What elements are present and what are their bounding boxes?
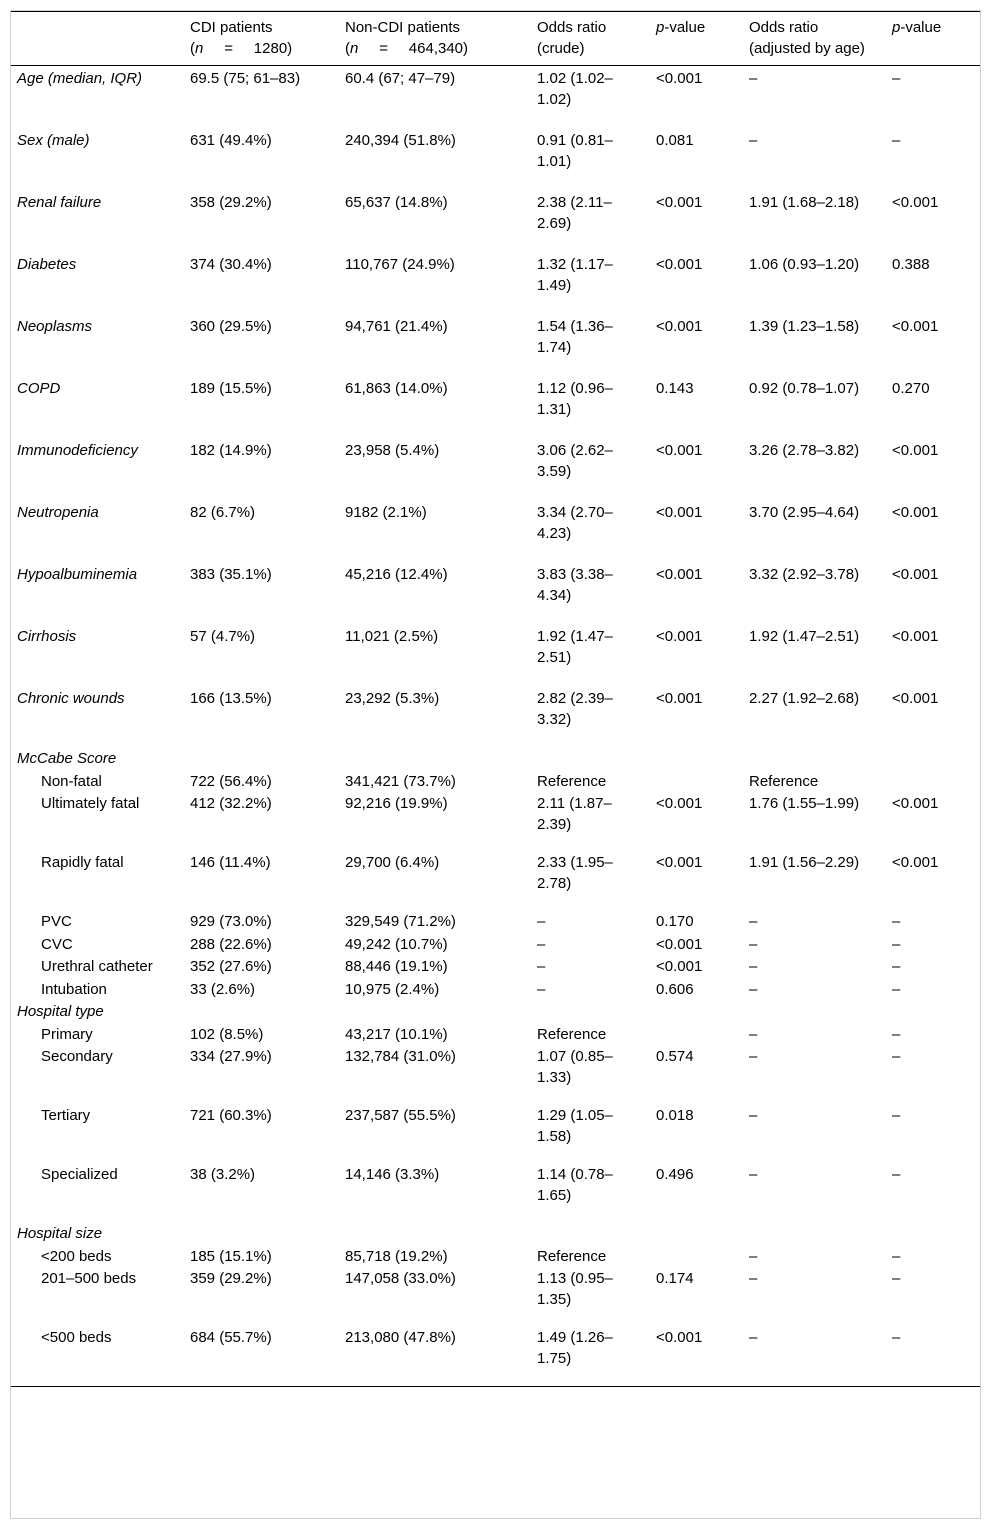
row-label: Intubation — [41, 980, 107, 998]
cdi-value: 721 (60.3%) — [190, 1107, 272, 1124]
row-label: Age (median, IQR) — [17, 70, 143, 87]
odds-ratio-adjusted: 1.91 (1.56–2.29) — [749, 854, 860, 871]
odds-ratio-crude: 1.29 (1.05–1.58) — [537, 1107, 613, 1145]
p-value: <0.001 — [656, 256, 703, 273]
row-label: <200 beds — [41, 1247, 112, 1265]
table-row — [11, 190, 980, 252]
p-value: 0.018 — [656, 1107, 694, 1124]
row-label: Renal failure — [17, 194, 102, 211]
odds-ratio-crude: 3.34 (2.70–4.23) — [537, 504, 613, 542]
table-row — [11, 1268, 980, 1327]
p-value-adjusted: <0.001 — [892, 194, 939, 211]
noncdi-value: 92,216 (19.9%) — [345, 795, 448, 812]
header-p-value-adjusted — [886, 12, 980, 66]
cdi-value: 82 (6.7%) — [190, 504, 256, 521]
header-cdi-patients: CDI patients (n = 1280) — [190, 19, 293, 57]
cdi-value: 631 (49.4%) — [190, 132, 272, 149]
row-label: Primary — [41, 1025, 93, 1043]
section-hospital-type — [11, 1001, 980, 1024]
table-row — [11, 252, 980, 314]
odds-ratio-crude: 1.14 (0.78–1.65) — [537, 1166, 613, 1204]
section-mccabe — [11, 748, 980, 771]
p-value-adjusted: – — [892, 935, 901, 953]
cdi-value: 374 (30.4%) — [190, 256, 272, 273]
table-row — [11, 771, 980, 794]
row-label: Diabetes — [17, 256, 77, 273]
section-title: McCabe Score — [17, 750, 117, 767]
row-label: 201–500 beds — [41, 1270, 137, 1287]
row-label: Hypoalbuminemia — [17, 566, 138, 583]
cdi-value: 352 (27.6%) — [190, 958, 272, 975]
noncdi-value: 240,394 (51.8%) — [345, 132, 456, 149]
header-noncdi-label: Non-CDI patients — [345, 19, 461, 36]
row-label: <500 beds — [41, 1329, 112, 1346]
cdi-value: 684 (55.7%) — [190, 1329, 272, 1346]
noncdi-value: 60.4 (67; 47–79) — [345, 70, 456, 87]
odds-ratio-crude: – — [537, 958, 546, 975]
header-p-italic: p — [656, 19, 665, 36]
header-noncdi-n-label: n — [350, 39, 359, 57]
row-label: COPD — [17, 380, 61, 397]
header-p-value — [650, 12, 743, 66]
header-cdi-n-label: n — [195, 39, 204, 57]
odds-ratio-crude: 1.49 (1.26–1.75) — [537, 1329, 613, 1367]
header-noncdi-n: 464,340) — [408, 39, 469, 57]
row-label: Non-fatal — [41, 772, 102, 790]
p-value: 0.496 — [656, 1166, 694, 1183]
odds-ratio-crude: 1.12 (0.96–1.31) — [537, 380, 613, 418]
odds-ratio-crude: 1.07 (0.85–1.33) — [537, 1048, 613, 1086]
cdi-value: 38 (3.2%) — [190, 1166, 256, 1183]
p-value: <0.001 — [656, 504, 703, 521]
p-value-adjusted: <0.001 — [892, 795, 939, 812]
odds-ratio-crude: 1.02 (1.02–1.02) — [537, 70, 613, 108]
odds-ratio-crude: – — [537, 935, 546, 953]
header-row — [11, 12, 980, 66]
odds-ratio-crude: 3.06 (2.62–3.59) — [537, 442, 613, 480]
header-p2-italic: p — [892, 19, 901, 36]
table-row — [11, 624, 980, 686]
row-label: Urethral catheter — [41, 958, 153, 975]
p-value: 0.574 — [656, 1048, 694, 1065]
odds-ratio-adjusted: – — [749, 70, 758, 87]
header-noncdi-n-eq: = — [379, 39, 388, 57]
noncdi-value: 23,958 (5.4%) — [345, 442, 440, 459]
section-title: Hospital type — [17, 1003, 104, 1020]
table-row — [11, 956, 980, 979]
noncdi-value: 65,637 (14.8%) — [345, 194, 448, 211]
noncdi-value: 43,217 (10.1%) — [345, 1025, 448, 1043]
p-value-adjusted: – — [892, 1048, 901, 1065]
section-hospital-size — [11, 1223, 980, 1246]
noncdi-value: 45,216 (12.4%) — [345, 566, 448, 583]
table-row — [11, 911, 980, 934]
cdi-value: 189 (15.5%) — [190, 380, 272, 397]
p-value-adjusted: – — [892, 1025, 901, 1043]
odds-ratio-crude: 2.11 (1.87–2.39) — [537, 795, 612, 833]
odds-ratio-crude: 1.32 (1.17–1.49) — [537, 256, 613, 294]
p-value-adjusted: <0.001 — [892, 628, 939, 645]
odds-ratio-adjusted: – — [749, 935, 758, 953]
p-value: <0.001 — [656, 194, 703, 211]
header-cdi-label: CDI patients — [190, 19, 273, 36]
odds-ratio-crude: Reference — [537, 1025, 607, 1043]
cdi-value: 358 (29.2%) — [190, 194, 272, 211]
odds-ratio-adjusted: 1.39 (1.23–1.58) — [749, 318, 860, 335]
table-row — [11, 1024, 980, 1047]
p-value — [650, 1246, 743, 1269]
odds-ratio-adjusted: 1.76 (1.55–1.99) — [749, 795, 860, 812]
odds-ratio-crude: Reference — [537, 772, 607, 790]
p-value-adjusted: – — [892, 1270, 901, 1287]
p-value-adjusted: – — [892, 1107, 901, 1124]
header-cdi-n-eq: = — [224, 39, 233, 57]
odds-ratio-crude: 2.82 (2.39–3.32) — [537, 690, 613, 728]
p-value: <0.001 — [656, 566, 703, 583]
odds-ratio-crude: – — [537, 980, 546, 998]
cdi-value: 57 (4.7%) — [190, 628, 256, 645]
odds-ratio-adjusted: – — [749, 1025, 758, 1043]
p-value: <0.001 — [656, 70, 703, 87]
noncdi-value: 10,975 (2.4%) — [345, 980, 440, 998]
p-value — [650, 771, 743, 794]
p-value-adjusted: <0.001 — [892, 442, 939, 459]
table-row — [11, 314, 980, 376]
odds-ratio-adjusted: – — [749, 980, 758, 998]
p-value — [650, 1024, 743, 1047]
row-label: Secondary — [41, 1048, 113, 1065]
p-value: <0.001 — [656, 628, 703, 645]
p-value: 0.174 — [656, 1270, 694, 1287]
p-value: 0.081 — [656, 132, 694, 149]
odds-ratio-crude: 1.13 (0.95–1.35) — [537, 1270, 613, 1308]
cdi-value: 288 (22.6%) — [190, 935, 272, 953]
table-row — [11, 500, 980, 562]
odds-ratio-adjusted: 0.92 (0.78–1.07) — [749, 380, 860, 397]
table-row — [11, 66, 980, 129]
row-label: Neoplasms — [17, 318, 93, 335]
cdi-value: 412 (32.2%) — [190, 795, 272, 812]
cdi-value: 69.5 (75; 61–83) — [190, 70, 301, 87]
table-row — [11, 979, 980, 1002]
p-value-adjusted: – — [892, 958, 901, 975]
table-body — [11, 66, 980, 1387]
cdi-value: 102 (8.5%) — [190, 1025, 264, 1043]
p-value: 0.143 — [656, 380, 694, 397]
noncdi-value: 213,080 (47.8%) — [345, 1329, 456, 1346]
table-row — [11, 793, 980, 852]
row-label: Chronic wounds — [17, 690, 125, 707]
p-value-adjusted: – — [892, 70, 901, 87]
odds-ratio-adjusted: – — [749, 1048, 758, 1065]
cdi-value: 146 (11.4%) — [190, 854, 271, 871]
cdi-value: 166 (13.5%) — [190, 690, 272, 707]
p-value: <0.001 — [656, 854, 703, 871]
cdi-value: 929 (73.0%) — [190, 913, 272, 930]
noncdi-value: 85,718 (19.2%) — [345, 1247, 448, 1265]
p-value: <0.001 — [656, 935, 703, 953]
table-row — [11, 1246, 980, 1269]
cdi-value: 383 (35.1%) — [190, 566, 272, 583]
table-row — [11, 1046, 980, 1105]
noncdi-value: 94,761 (21.4%) — [345, 318, 448, 335]
p-value-adjusted: <0.001 — [892, 854, 939, 871]
p-value-adjusted: <0.001 — [892, 690, 939, 707]
table-row — [11, 686, 980, 748]
table-row — [11, 934, 980, 957]
row-label: Neutropenia — [17, 504, 99, 521]
odds-ratio-adjusted: 3.70 (2.95–4.64) — [749, 504, 860, 521]
p-value-adjusted: 0.270 — [892, 380, 930, 397]
cdi-value: 33 (2.6%) — [190, 980, 256, 998]
odds-ratio-crude: 1.92 (1.47–2.51) — [537, 628, 613, 666]
table-header — [11, 12, 980, 66]
p-value-adjusted: <0.001 — [892, 318, 939, 335]
header-noncdi-patients: Non-CDI patients (n = 464,340) — [345, 19, 469, 57]
table-row — [11, 1327, 980, 1387]
row-label: CVC — [41, 935, 73, 953]
p-value-adjusted: – — [892, 980, 901, 998]
p-value: <0.001 — [656, 1329, 703, 1346]
odds-ratio-adjusted: – — [749, 1247, 758, 1265]
cdi-value: 185 (15.1%) — [190, 1247, 272, 1265]
noncdi-value: 110,767 (24.9%) — [345, 256, 455, 273]
odds-ratio-adjusted: – — [749, 1270, 758, 1287]
odds-ratio-adjusted: – — [749, 958, 758, 975]
section-title: Hospital size — [17, 1225, 103, 1242]
table-row — [11, 438, 980, 500]
odds-ratio-adjusted: – — [749, 1107, 758, 1124]
p-value-adjusted: <0.001 — [892, 566, 939, 583]
p-value-adjusted: – — [892, 132, 901, 149]
noncdi-value: 49,242 (10.7%) — [345, 935, 448, 953]
p-value: <0.001 — [656, 318, 703, 335]
row-label: PVC — [41, 913, 72, 930]
noncdi-value: 9182 (2.1%) — [345, 504, 427, 521]
odds-ratio-adjusted: – — [749, 132, 758, 149]
p-value: <0.001 — [656, 795, 703, 812]
p-value-adjusted: – — [892, 1247, 901, 1265]
noncdi-value: 88,446 (19.1%) — [345, 958, 448, 975]
odds-ratio-adjusted: – — [749, 913, 758, 930]
noncdi-value: 132,784 (31.0%) — [345, 1048, 456, 1065]
row-label: Ultimately fatal — [41, 795, 140, 812]
odds-ratio-crude: – — [537, 913, 546, 930]
p-value-adjusted: – — [892, 913, 901, 930]
table-row — [11, 1105, 980, 1164]
row-label: Rapidly fatal — [41, 854, 124, 871]
noncdi-value: 14,146 (3.3%) — [345, 1166, 440, 1183]
odds-ratio-adjusted: – — [749, 1329, 758, 1346]
p-value-adjusted: – — [892, 1329, 901, 1346]
p-value: <0.001 — [656, 958, 703, 975]
row-label: Tertiary — [41, 1107, 91, 1124]
header-or-adjusted: Odds ratio (adjusted by age) — [749, 19, 865, 57]
odds-ratio-adjusted: Reference — [749, 772, 819, 790]
noncdi-value: 11,021 (2.5%) — [345, 628, 439, 645]
odds-ratio-adjusted: 1.91 (1.68–2.18) — [749, 194, 860, 211]
p-value-adjusted: 0.388 — [892, 256, 930, 273]
p-value-adjusted — [886, 771, 980, 794]
row-label: Specialized — [41, 1166, 118, 1183]
header-cdi-n: 1280) — [253, 39, 293, 57]
noncdi-value: 61,863 (14.0%) — [345, 380, 448, 397]
cdi-value: 334 (27.9%) — [190, 1048, 272, 1065]
table-row — [11, 128, 980, 190]
table-row — [11, 852, 980, 911]
p-value: 0.606 — [656, 980, 694, 998]
p-value-adjusted: <0.001 — [892, 504, 939, 521]
noncdi-value: 237,587 (55.5%) — [345, 1107, 456, 1124]
noncdi-value: 29,700 (6.4%) — [345, 854, 440, 871]
odds-ratio-adjusted: 1.92 (1.47–2.51) — [749, 628, 860, 645]
odds-ratio-crude: 0.91 (0.81–1.01) — [537, 132, 613, 170]
odds-ratio-adjusted: 3.32 (2.92–3.78) — [749, 566, 860, 583]
noncdi-value: 329,549 (71.2%) — [345, 913, 456, 930]
odds-ratio-adjusted: 2.27 (1.92–2.68) — [749, 690, 860, 707]
p-value: <0.001 — [656, 442, 703, 459]
cdi-value: 360 (29.5%) — [190, 318, 272, 335]
p-value: <0.001 — [656, 690, 703, 707]
cdi-value: 182 (14.9%) — [190, 442, 272, 459]
noncdi-value: 147,058 (33.0%) — [345, 1270, 456, 1287]
header-or-crude: Odds ratio (crude) — [537, 19, 607, 57]
noncdi-value: 341,421 (73.7%) — [345, 772, 456, 790]
row-label: Sex (male) — [17, 132, 90, 149]
header-p2-rest: -value — [900, 19, 942, 36]
odds-ratio-crude: 2.38 (2.11–2.69) — [537, 194, 612, 232]
p-value: 0.170 — [656, 913, 694, 930]
table-row — [11, 1164, 980, 1223]
odds-ratio-crude: Reference — [537, 1247, 607, 1265]
header-p-rest: -value — [664, 19, 706, 36]
noncdi-value: 23,292 (5.3%) — [345, 690, 440, 707]
row-label: Cirrhosis — [17, 628, 77, 645]
results-table — [11, 11, 980, 1387]
cdi-value: 359 (29.2%) — [190, 1270, 272, 1287]
odds-ratio-adjusted: – — [749, 1166, 758, 1183]
odds-ratio-crude: 3.83 (3.38–4.34) — [537, 566, 613, 604]
row-label: Immunodeficiency — [17, 442, 138, 459]
table-row — [11, 562, 980, 624]
cdi-value: 722 (56.4%) — [190, 772, 272, 790]
odds-ratio-crude: 1.54 (1.36–1.74) — [537, 318, 613, 356]
table-row — [11, 376, 980, 438]
p-value-adjusted: – — [892, 1166, 901, 1183]
header-empty — [11, 12, 184, 66]
odds-ratio-crude: 2.33 (1.95–2.78) — [537, 854, 613, 892]
odds-ratio-adjusted: 3.26 (2.78–3.82) — [749, 442, 860, 459]
odds-ratio-adjusted: 1.06 (0.93–1.20) — [749, 256, 860, 273]
